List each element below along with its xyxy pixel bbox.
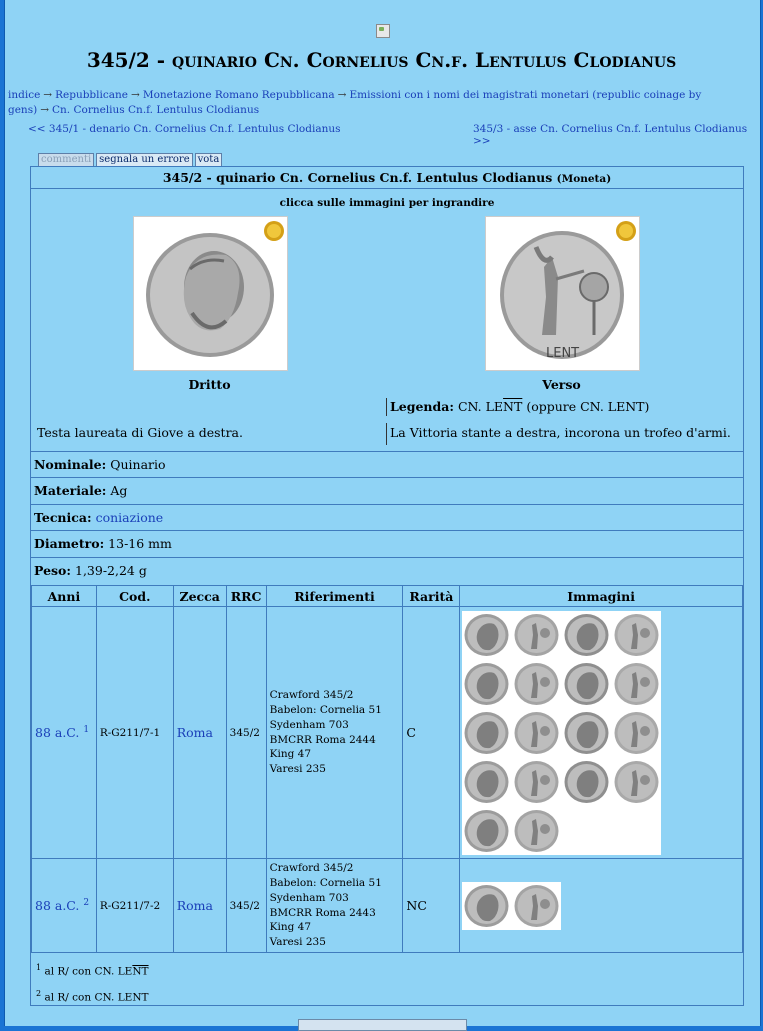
svg-text:LENT: LENT [546, 346, 580, 361]
breadcrumb-indice[interactable]: indice [8, 89, 41, 101]
coin-thumbnail-reverse[interactable] [512, 882, 561, 930]
coin-thumbnail-obverse[interactable] [462, 807, 511, 855]
coin-thumbnail-reverse[interactable] [612, 660, 661, 708]
col-rarita: Rarità [403, 586, 460, 607]
table-row [32, 859, 743, 953]
breadcrumb-emissioni[interactable]: Emissioni con i nomi dei magistrati monetari (republic coinage by gens) [8, 89, 702, 116]
col-anni: Anni [32, 586, 97, 607]
attr-nominale: Nominale: Quinario [31, 451, 743, 476]
coin-thumbnail-obverse[interactable] [462, 709, 511, 757]
card-header: 345/2 - quinario Cn. Cornelius Cn.f. Lentulus Clodianus (Moneta) [31, 167, 743, 189]
attr-materiale: Materiale: Ag [31, 477, 743, 502]
coin-thumbnail-reverse[interactable] [612, 611, 661, 659]
col-riferimenti: Riferimenti [266, 586, 403, 607]
coin-thumbnail-reverse[interactable] [612, 758, 661, 806]
anni-cell: 88 a.C. $^1$ [32, 607, 97, 859]
reverse-legend: Legenda: CN. $LE\overline{NT}$ (oppure CN. LENT) [390, 399, 650, 414]
reverse-label: Verso [542, 377, 581, 392]
coin-thumbnail-obverse[interactable] [462, 660, 511, 708]
col-zecca: Zecca [173, 586, 226, 607]
coin-thumbnail-reverse[interactable] [512, 660, 561, 708]
zecca-link[interactable]: Roma [173, 607, 226, 859]
reverse-photo[interactable] [485, 216, 640, 371]
col-rrc: RRC [226, 586, 266, 607]
anni-cell: 88 a.C. $^2$ [32, 859, 97, 953]
attr-tecnica: Tecnica: coniazione [31, 504, 743, 529]
cod-cell: R-G211/7-1 [96, 607, 173, 859]
broken-image-icon [376, 24, 390, 38]
issues-table [31, 585, 743, 953]
zecca-link[interactable]: Roma [173, 859, 226, 953]
coin-thumbnail-reverse[interactable] [512, 611, 561, 659]
coin-thumbnail-reverse[interactable] [512, 709, 561, 757]
table-row [32, 607, 743, 859]
tab-vota[interactable]: vota [195, 153, 223, 167]
breadcrumb: indice → Repubblicane → Monetazione Romano Repubblicana → Emissioni con i nomi dei magistrati monetari (republic coinage by gens) → Cn. Cornelius Cn.f. Lentulus Clodianus [8, 89, 702, 116]
page-title: 345/2 - quinario Cn. Cornelius Cn.f. Lentulus Clodianus [86, 48, 677, 72]
images-cell [460, 607, 743, 859]
breadcrumb-magistrate[interactable]: Cn. Cornelius Cn.f. Lentulus Clodianus [52, 104, 260, 116]
tab-commenti[interactable]: commenti [38, 153, 94, 167]
reverse-description: La Vittoria stante a destra, incorona un trofeo d'armi. [390, 425, 731, 440]
attr-diametro: Diametro: 13-16 mm [31, 530, 743, 555]
col-cod: Cod. [96, 586, 173, 607]
thumbnail-grid [462, 882, 561, 930]
coin-thumbnail-obverse[interactable] [562, 758, 611, 806]
images-cell [460, 859, 743, 953]
obverse-photo[interactable] [133, 216, 288, 371]
coin-thumbnail-obverse[interactable] [462, 611, 511, 659]
coin-thumbnail-reverse[interactable] [612, 709, 661, 757]
obverse-description: Testa laureata di Giove a destra. [37, 425, 243, 440]
divider [386, 398, 387, 416]
coin-thumbnail-obverse[interactable] [562, 611, 611, 659]
footnote-2: $^2$ al R/ con CN. LENT [36, 988, 149, 1003]
prev-coin-link[interactable]: << 345/1 - denario Cn. Cornelius Cn.f. Lentulus Clodianus [28, 123, 341, 135]
coin-thumbnail-reverse[interactable] [512, 807, 561, 855]
attr-peso: Peso: 1,39-2,24 g [31, 557, 743, 582]
coin-thumbnail-reverse[interactable] [512, 758, 561, 806]
divider [386, 423, 387, 445]
tab-segnala-errore[interactable]: segnala un errore [96, 153, 192, 167]
obverse-label: Dritto [188, 377, 231, 392]
table-header-row [32, 586, 743, 607]
coin-thumbnail-obverse[interactable] [562, 709, 611, 757]
coin-thumbnail-obverse[interactable] [562, 660, 611, 708]
click-note: clicca sulle immagini per ingrandire [279, 197, 495, 209]
rarita-cell: C [403, 607, 460, 859]
col-immagini: Immagini [460, 586, 743, 607]
riferimenti-cell: Crawford 345/2 Babelon: Cornelia 51 Sydenham 703 BMCRR Roma 2444 King 47 Varesi 235 [266, 607, 403, 859]
breadcrumb-monetazione[interactable]: Monetazione Romano Repubblicana [142, 89, 335, 101]
rrc-cell: 345/2 [226, 607, 266, 859]
cod-cell: R-G211/7-2 [96, 859, 173, 953]
tecnica-link[interactable]: coniazione [95, 510, 164, 525]
coin-card [30, 166, 744, 1006]
coin-thumbnail-obverse[interactable] [462, 882, 511, 930]
riferimenti-cell: Crawford 345/2 Babelon: Cornelia 51 Sydenham 703 BMCRR Roma 2443 King 47 Varesi 235 [266, 859, 403, 953]
breadcrumb-repubblicane[interactable]: Repubblicane [55, 89, 128, 101]
footnotes [36, 957, 149, 1008]
footnote-1: $^1$ al R/ con CN. $LE\overline{NT}$ [36, 963, 149, 978]
coin-thumbnail-obverse[interactable] [462, 758, 511, 806]
bottom-button[interactable] [298, 1019, 467, 1031]
action-tabs [38, 153, 222, 167]
thumbnail-grid [462, 611, 661, 855]
rrc-cell: 345/2 [226, 859, 266, 953]
rarita-cell: NC [403, 859, 460, 953]
next-coin-link[interactable]: 345/3 - asse Cn. Cornelius Cn.f. Lentulus Clodianus >> [473, 123, 748, 147]
